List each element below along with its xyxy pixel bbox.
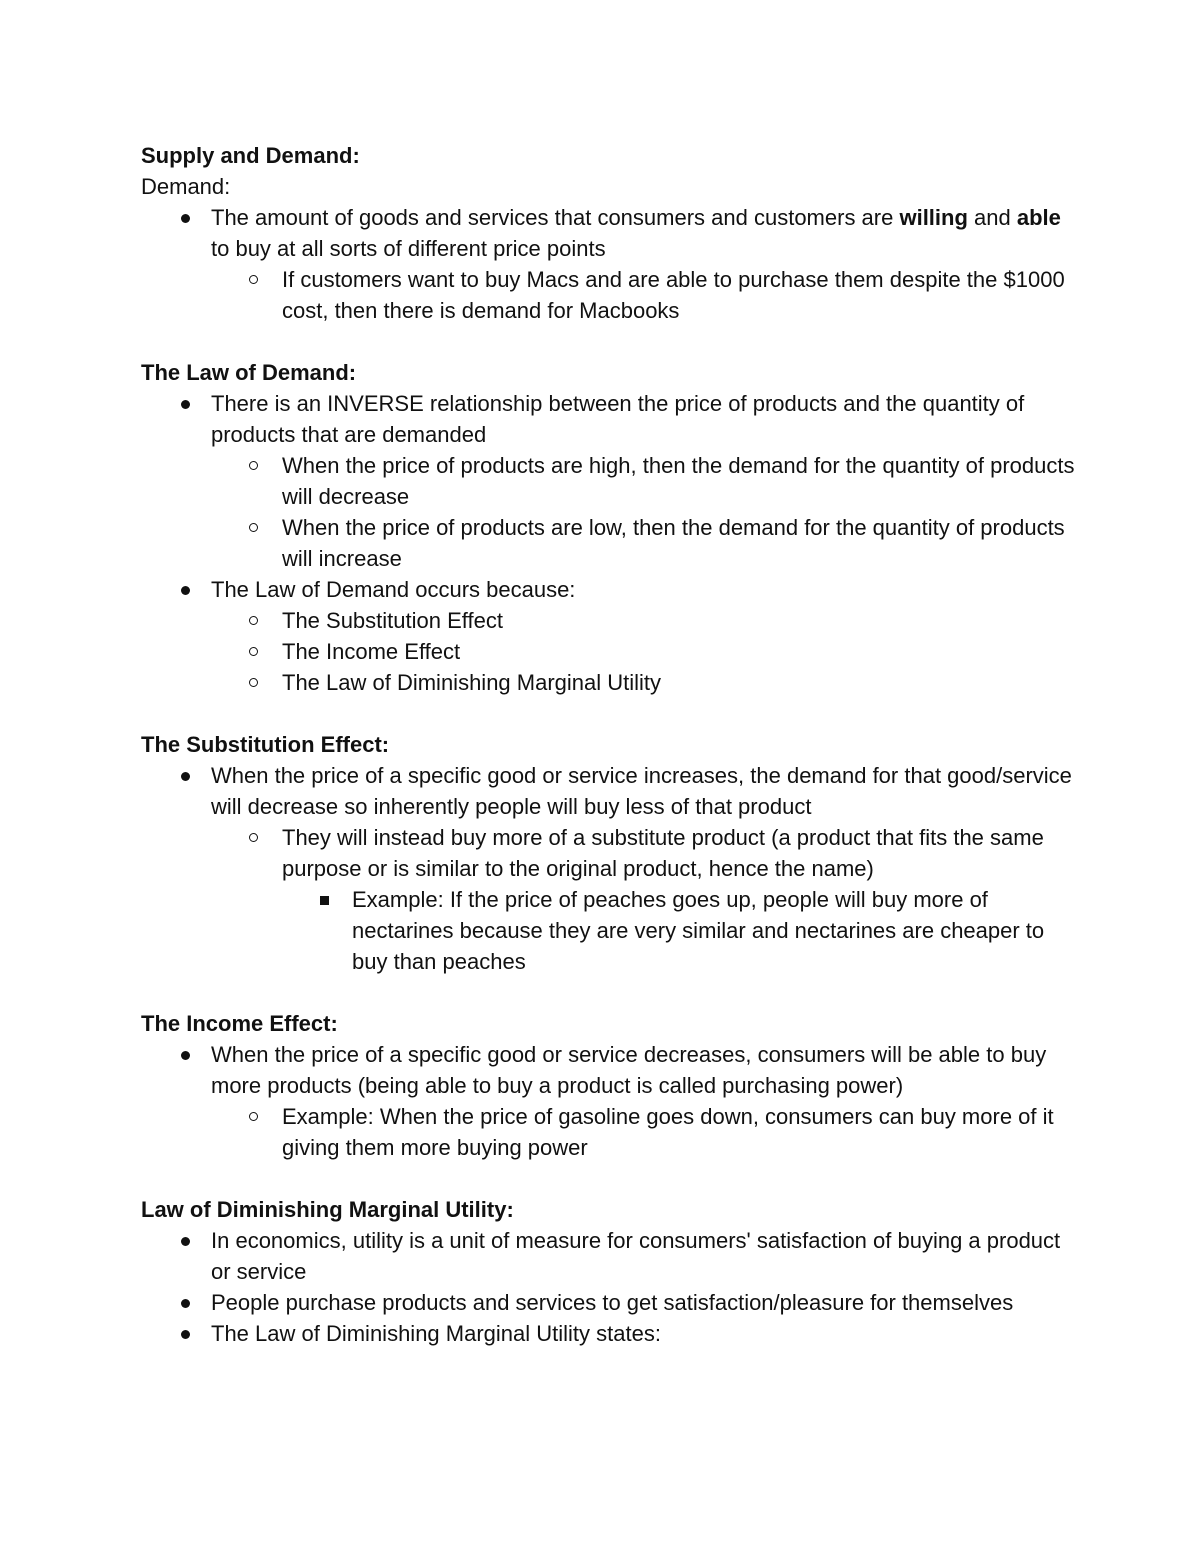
bullet-list-demand <box>141 202 1081 326</box>
list-item-text: The Income Effect <box>282 639 461 664</box>
emphasis-able: able <box>1016 205 1061 230</box>
list-item <box>141 1039 1081 1101</box>
list-item-text: They will instead buy more of a substitute product (a product that fits the same purpose or is similar to the original product, hence the name) <box>282 825 1044 881</box>
list-item-text: The Law of Diminishing Marginal Utility states: <box>211 1321 661 1346</box>
section-heading-income-effect: The Income Effect: <box>141 1011 338 1036</box>
list-item <box>141 605 1081 636</box>
list-item <box>141 1225 1081 1287</box>
bullet-circle-icon <box>249 678 258 687</box>
list-item-text: The Substitution Effect <box>282 608 503 633</box>
list-item-text: When the price of a specific good or service decreases, consumers will be able to buy more products (being able to buy a product is called purchasing power) <box>211 1042 1047 1098</box>
list-item <box>141 264 1081 326</box>
section-heading-supply-and-demand: Supply and Demand: <box>141 143 360 168</box>
list-item <box>141 388 1081 450</box>
list-item-text: and <box>967 205 1017 230</box>
bullet-dot-icon <box>181 586 190 595</box>
bullet-circle-icon <box>249 616 258 625</box>
subheading-demand: Demand: <box>141 174 231 199</box>
bullet-circle-icon <box>249 523 258 532</box>
list-item <box>141 1318 1081 1349</box>
bullet-dot-icon <box>181 1237 190 1246</box>
bullet-dot-icon <box>181 214 190 223</box>
bullet-list-substitution-effect <box>141 760 1081 977</box>
list-item-text: Example: If the price of peaches goes up, people will buy more of nectarines because they are very similar and nectarines are cheaper to buy than peaches <box>352 887 1045 974</box>
document-page <box>141 140 1081 1349</box>
list-item <box>141 450 1081 512</box>
list-item-text: If customers want to buy Macs and are able to purchase them despite the $1000 cost, then there is demand for Macbooks <box>282 267 1065 323</box>
bullet-circle-icon <box>249 833 258 842</box>
list-item <box>141 667 1081 698</box>
list-item <box>141 760 1081 822</box>
bullet-dot-icon <box>181 1330 190 1339</box>
list-item <box>141 574 1081 605</box>
bullet-dot-icon <box>181 1051 190 1060</box>
list-item <box>141 512 1081 574</box>
bullet-list-income-effect <box>141 1039 1081 1163</box>
list-item-text: to buy at all sorts of different price points <box>211 236 606 261</box>
list-item <box>141 202 1081 264</box>
list-item-text: The Law of Demand occurs because: <box>211 577 576 602</box>
bullet-dot-icon <box>181 400 190 409</box>
section-heading-substitution-effect: The Substitution Effect: <box>141 732 390 757</box>
bullet-circle-icon <box>249 275 258 284</box>
list-item-text: The amount of goods and services that consumers and customers are <box>211 205 900 230</box>
bullet-dot-icon <box>181 772 190 781</box>
bullet-circle-icon <box>249 461 258 470</box>
list-item-text: The Law of Diminishing Marginal Utility <box>282 670 662 695</box>
list-item <box>141 822 1081 884</box>
list-item <box>141 1101 1081 1163</box>
bullet-circle-icon <box>249 647 258 656</box>
bullet-square-icon <box>320 896 329 905</box>
section-heading-diminishing-marginal-utility: Law of Diminishing Marginal Utility: <box>141 1197 514 1222</box>
list-item-text: There is an INVERSE relationship between the price of products and the quantity of products that are demanded <box>211 391 1025 447</box>
list-item-text: When the price of products are high, then the demand for the quantity of products will decrease <box>282 453 1075 509</box>
bullet-list-diminishing-marginal-utility <box>141 1225 1081 1349</box>
emphasis-willing: willing <box>899 205 968 230</box>
list-item <box>141 884 1081 977</box>
list-item <box>141 1287 1081 1318</box>
list-item <box>141 636 1081 667</box>
bullet-dot-icon <box>181 1299 190 1308</box>
section-heading-law-of-demand: The Law of Demand: <box>141 360 357 385</box>
list-item-text: Example: When the price of gasoline goes down, consumers can buy more of it giving them more buying power <box>282 1104 1054 1160</box>
bullet-circle-icon <box>249 1112 258 1121</box>
list-item-text: In economics, utility is a unit of measure for consumers' satisfaction of buying a product or service <box>211 1228 1061 1284</box>
bullet-list-law-of-demand <box>141 388 1081 698</box>
list-item-text: When the price of products are low, then the demand for the quantity of products will increase <box>282 515 1065 571</box>
list-item-text: When the price of a specific good or service increases, the demand for that good/service will decrease so inherently people will buy less of that product <box>211 763 1072 819</box>
list-item-text: People purchase products and services to get satisfaction/pleasure for themselves <box>211 1290 1014 1315</box>
